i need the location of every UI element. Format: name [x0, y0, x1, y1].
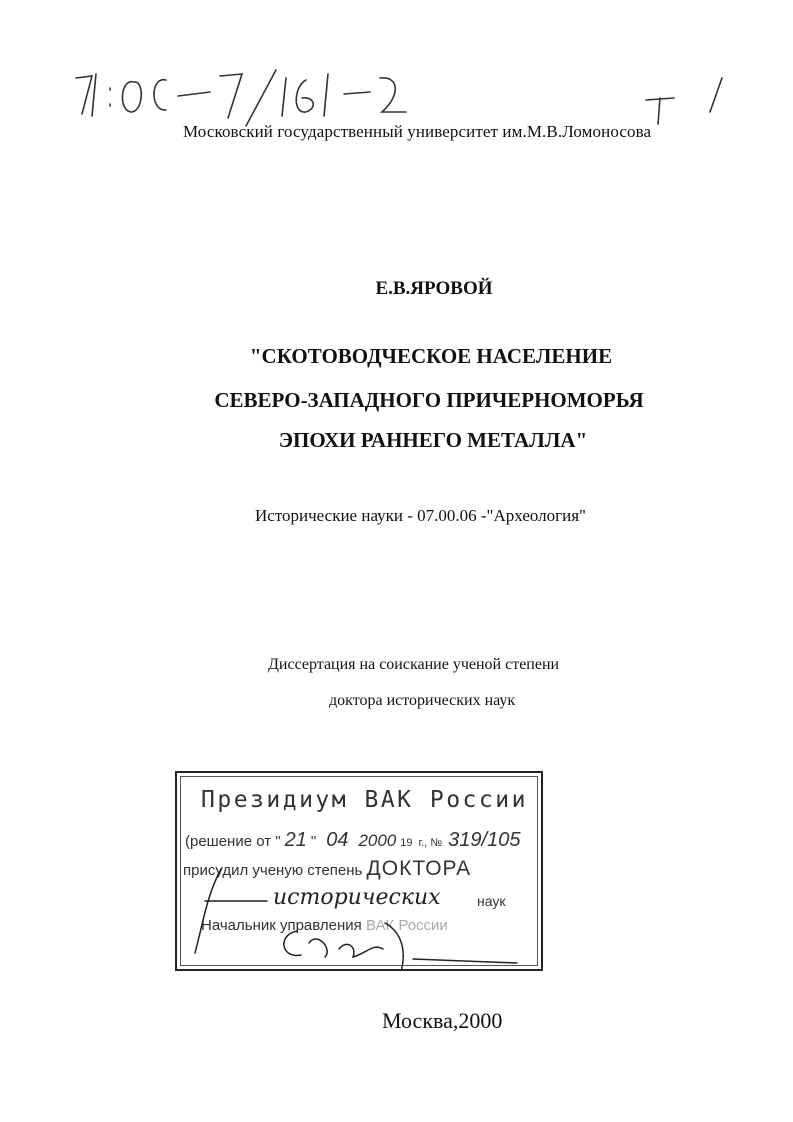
handwritten-field: исторических: [273, 885, 441, 910]
handwritten-year: 2000: [358, 831, 397, 850]
stamp-sciences-suffix: наук: [477, 893, 506, 909]
stamp-chief-prefix: Начальник управления: [201, 917, 362, 934]
university-name: Московский государственный университет им.М.В.Ломоносова: [183, 122, 652, 141]
dissertation-line-2: доктора исторических наук: [329, 692, 516, 709]
dissertation-line-1: Диссертация на соискание ученой степени: [268, 656, 560, 673]
city-year: Москва,2000: [382, 1008, 503, 1033]
stamp-decision-line: [185, 829, 520, 852]
vak-stamp: [175, 771, 543, 971]
author-name: Е.В.ЯРОВОЙ: [375, 278, 493, 299]
title-line-1: "СКОТОВОДЧЕСКОЕ НАСЕЛЕНИЕ: [249, 344, 613, 368]
title-line-2: СЕВЕРО-ЗАПАДНОГО ПРИЧЕРНОМОРЬЯ: [214, 388, 644, 412]
stamp-year-prefix: 19: [400, 837, 413, 849]
stamp-year-suffix: г., №: [418, 837, 443, 849]
stamp-awarded-prefix: присудил ученую степень: [183, 862, 363, 879]
stamp-heading: Президиум ВАК России: [201, 787, 528, 813]
title-line-3: ЭПОХИ РАННЕГО МЕТАЛЛА": [278, 428, 588, 452]
handwritten-month: 04: [326, 829, 349, 851]
handwritten-day: 21: [284, 829, 307, 851]
handwritten-number: 319/105: [448, 829, 521, 851]
stamp-chief-line: [201, 917, 448, 934]
stamp-awarded-line: [183, 857, 471, 881]
stamp-decision-mid: ": [310, 833, 317, 850]
specialty-line: Исторические науки - 07.00.06 -"Археология": [255, 506, 586, 525]
stamp-chief-suffix: ВАК России: [365, 917, 448, 934]
stamp-decision-prefix: (решение от ": [185, 833, 281, 850]
stamp-awarded-degree: ДОКТОРА: [366, 857, 472, 880]
